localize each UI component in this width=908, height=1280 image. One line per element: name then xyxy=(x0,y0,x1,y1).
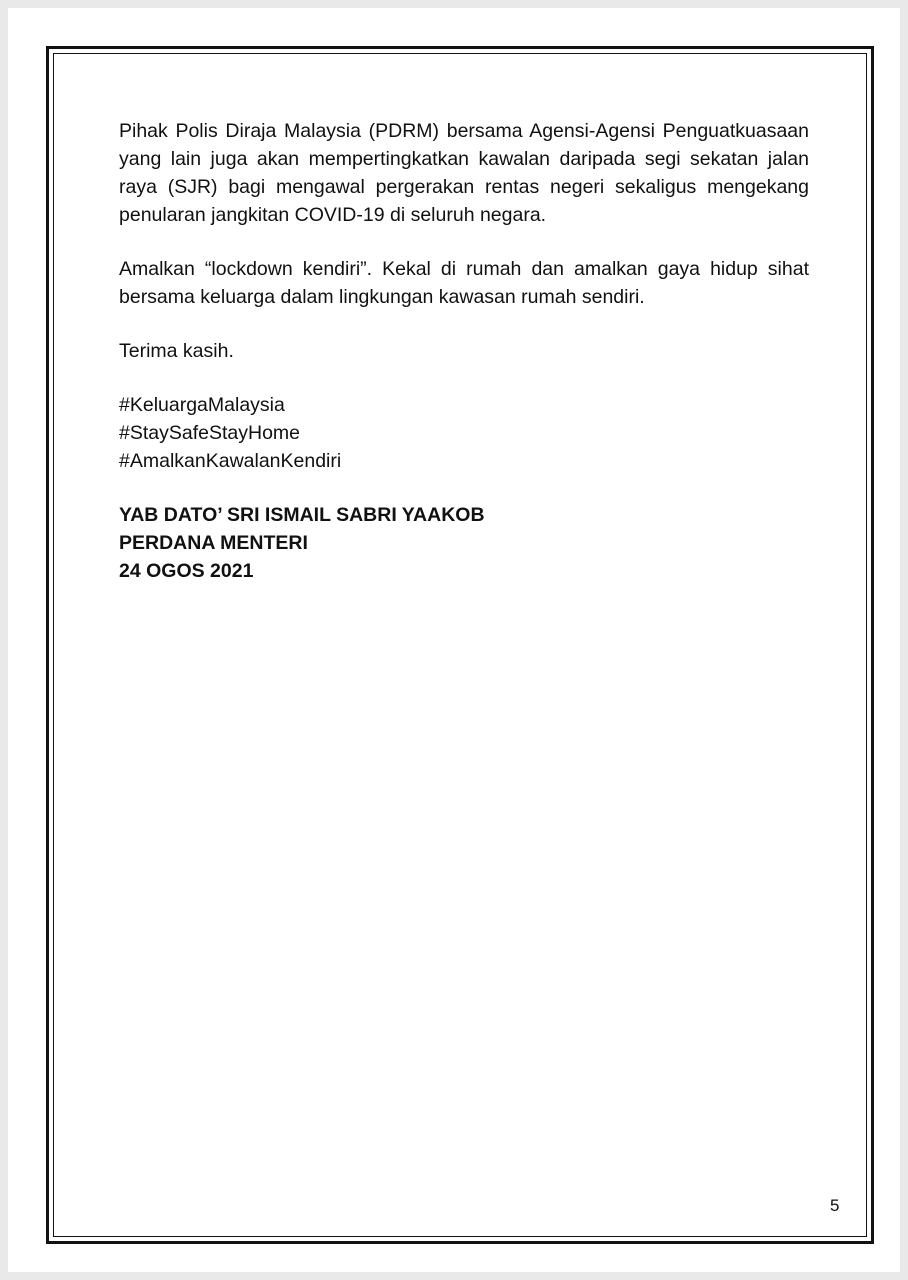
document-page xyxy=(8,8,900,1272)
paragraph-lockdown: Amalkan “lockdown kendiri”. Kekal di rumah dan amalkan gaya hidup sihat bersama keluarga dalam lingkungan kawasan rumah sendiri. xyxy=(119,258,809,308)
signature-block xyxy=(119,501,809,585)
hashtag-list xyxy=(119,391,809,475)
paragraph-thanks: Terima kasih. xyxy=(119,340,234,362)
paragraph-spacer xyxy=(119,475,809,501)
hashtag-stay-safe: #StaySafeStayHome xyxy=(119,422,301,444)
paragraph-roadblock: Pihak Polis Diraja Malaysia (PDRM) bersama Agensi-Agensi Penguatkuasaan yang lain juga akan mempertingkatkan kawalan daripada segi sekatan jalan raya (SJR) bagi mengawal pergerakan rentas negeri sekaligus mengekang penularan jangkitan COVID-19 di seluruh negara. xyxy=(119,120,809,226)
hashtag-keluarga-malaysia: #KeluargaMalaysia xyxy=(119,394,285,416)
signature-date: 24 OGOS 2021 xyxy=(119,560,254,582)
paragraph-spacer xyxy=(119,229,809,255)
signatory-title: PERDANA MENTERI xyxy=(119,532,308,554)
document-body xyxy=(119,117,809,585)
hashtag-kawalan-kendiri: #AmalkanKawalanKendiri xyxy=(119,450,342,472)
paragraph-spacer xyxy=(119,365,809,391)
paragraph-spacer xyxy=(119,311,809,337)
page-number: 5 xyxy=(830,1196,840,1215)
signatory-name: YAB DATO’ SRI ISMAIL SABRI YAAKOB xyxy=(119,504,485,526)
